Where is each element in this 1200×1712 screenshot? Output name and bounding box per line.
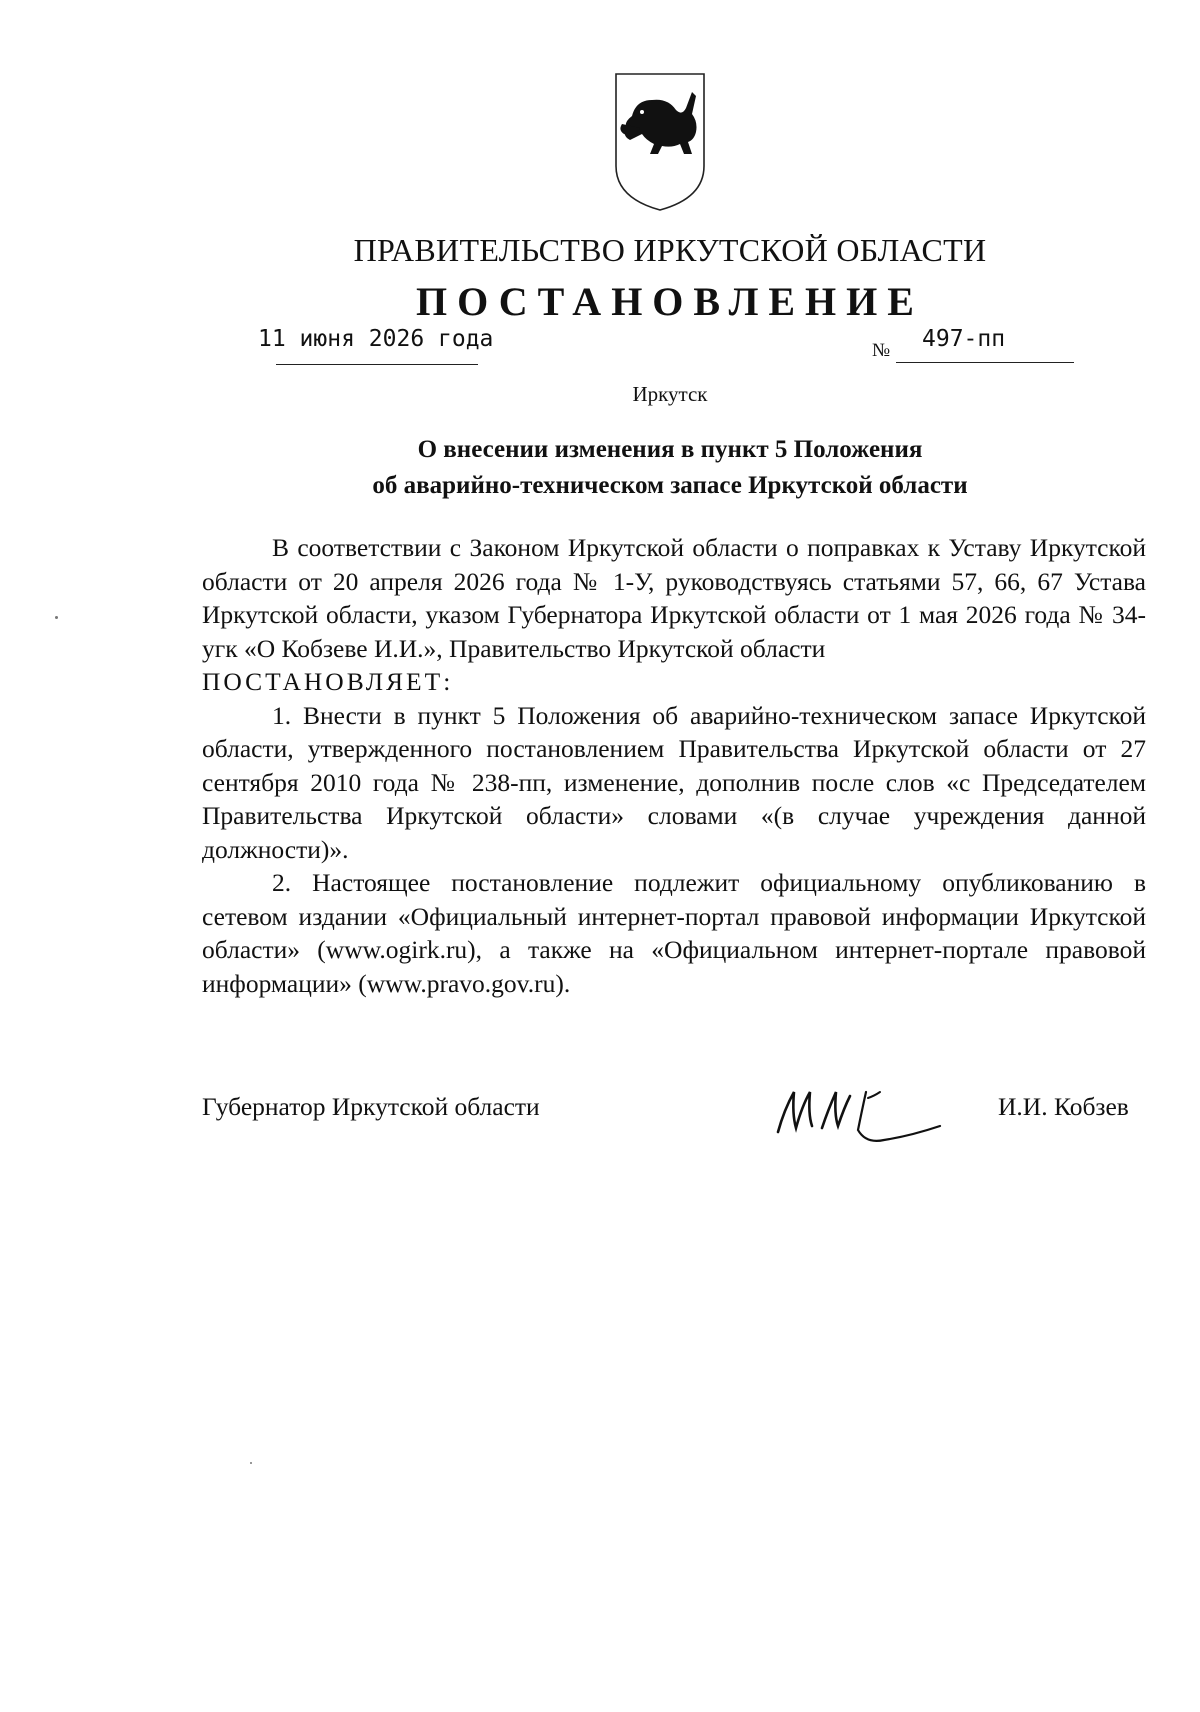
title-line-1: О внесении изменения в пункт 5 Положения	[417, 436, 923, 463]
resolves-word: ПОСТАНОВЛЯЕТ:	[202, 667, 454, 696]
signatory-name: И.И. Кобзев	[998, 1092, 1129, 1121]
document-title	[200, 432, 1140, 504]
preamble-paragraph: В соответствии с Законом Иркутской области о поправках к Уставу Иркутской области от 20 апреля 2026 года № 1-У, руководствуясь статьями 57, 66, 67 Устава Иркутской области, указом Губернатора Иркутской области от 1 мая 2026 года № 34-угк «О Кобзеве И.И.», Правительство Иркутской области	[202, 533, 1146, 663]
number-underline	[896, 362, 1074, 363]
coat-of-arms-icon	[612, 70, 708, 214]
document-date: 11 июня 2026 года	[258, 326, 494, 352]
document-body	[202, 531, 1146, 1000]
document-number: 497-пп	[922, 326, 1006, 352]
organization-heading: ПРАВИТЕЛЬСТВО ИРКУТСКОЙ ОБЛАСТИ	[353, 232, 987, 268]
item-2-paragraph: 2. Настоящее постановление подлежит официальному опубликованию в сетевом издании «Официальный интернет-портал правовой информации Иркутской области» (www.ogirk.ru), а также на «Официальном интернет-портале правовой информации» (www.pravo.gov.ru).	[202, 868, 1146, 998]
document-type-heading: ПОСТАНОВЛЕНИЕ	[416, 279, 924, 324]
date-underline	[276, 364, 478, 365]
document-city: Иркутск	[632, 382, 708, 406]
scan-speck	[55, 616, 58, 619]
item-1-paragraph: 1. Внести в пункт 5 Положения об аварийно-техническом запасе Иркутской области, утвержденного постановлением Правительства Иркутской области от 27 сентября 2010 года № 238-пп, изменение, дополнив после слов «с Председателем Правительства Иркутской области» словами «(в случае учреждения данной должности)».	[202, 700, 1146, 864]
number-sign: №	[872, 340, 891, 361]
title-line-2: об аварийно-техническом запасе Иркутской области	[372, 472, 968, 499]
scan-speck	[250, 1462, 252, 1464]
handwritten-signature-icon	[770, 1070, 950, 1150]
signatory-position: Губернатор Иркутской области	[202, 1092, 540, 1121]
